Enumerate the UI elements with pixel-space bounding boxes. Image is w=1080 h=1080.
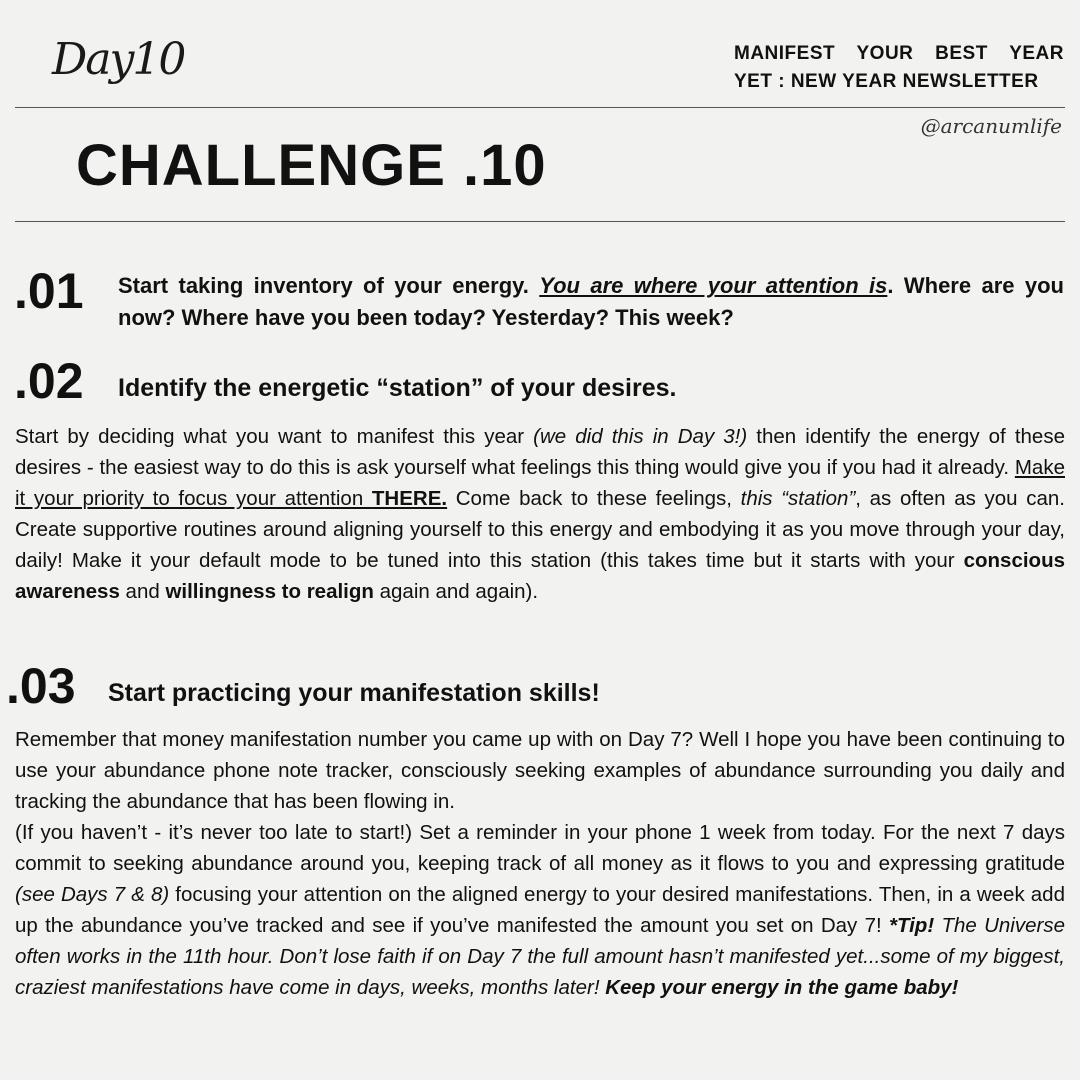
body03-tip-label: *Tip! <box>888 914 935 937</box>
body03-paragraph-2 <box>15 817 1065 1003</box>
item-body-02 <box>15 421 1065 607</box>
day-label: Day10 <box>52 34 185 85</box>
social-handle: @arcanumlife <box>920 114 1062 138</box>
challenge-title: CHALLENGE .10 <box>76 133 547 198</box>
item-number-03: .03 <box>6 658 76 714</box>
body02-underline: Make it your priority to focus your attention <box>15 456 1065 510</box>
title-divider <box>15 221 1065 222</box>
body02-text: then identify the energy of these desires - the easiest way to do this is ask yourself what feelings this thing would give you if you had it already. <box>15 425 1065 479</box>
newsletter-title-line1: MANIFEST YOUR BEST YEAR <box>734 43 1064 64</box>
item-heading-01-part-a: Start taking inventory of your energy. <box>118 273 540 298</box>
body03-bold-italic: Keep your energy in the game baby! <box>605 976 959 999</box>
body03-paragraph-1: Remember that money manifestation number you came up with on Day 7? Well I hope you have been continuing to use your abundance phone note tracker, consciously seeking examples of abundance surrounding you daily and tracking the abundance that has been flowing in. <box>15 728 1065 813</box>
item-body-03 <box>15 724 1065 1003</box>
body03-italic: The Universe often works in the 11th hour. Don’t lose faith if on Day 7 the full amount hasn’t manifested yet...some of my biggest, craziest manifestations have come in days, weeks, months later! <box>15 914 1065 999</box>
body03-text: focusing your attention on the aligned energy to your desired manifestations. Then, in a week add up the abundance you’ve tracked and see if you’ve manifested the amount you set on Day 7! <box>15 883 1065 937</box>
item-heading-01 <box>118 270 1064 334</box>
item-heading-02: Identify the energetic “station” of your desires. <box>118 374 677 402</box>
body03-text: (If you haven’t - it’s never too late to start!) Set a reminder in your phone 1 week from today. For the next 7 days commit to seeking abundance around you, keeping track of all money as it flows to you and expressing gratitude <box>15 821 1065 875</box>
body02-underline-bold: THERE. <box>371 487 448 510</box>
body02-text: , as often as you can. Create supportive routines around aligning yourself to this energy and embodying it as you move through your day, daily! Make it your default mode to be tuned into this station (this takes time but it starts with your <box>15 487 1065 572</box>
item-number-02: .02 <box>14 353 84 409</box>
header-divider <box>15 107 1065 108</box>
body03-italic: (see Days 7 & 8) <box>15 883 170 906</box>
newsletter-title <box>734 40 1064 96</box>
body02-text: Start by deciding what you want to manifest this year <box>15 425 534 448</box>
body02-bold: willingness to realign <box>165 580 374 603</box>
newsletter-title-line2: YET : NEW YEAR NEWSLETTER <box>734 71 1039 92</box>
item-heading-01-part-c: . Where are you now? Where have you been today? Yesterday? This week? <box>118 273 1064 330</box>
body02-bold: conscious awareness <box>15 549 1065 603</box>
body02-italic: this “station” <box>740 487 856 510</box>
item-number-01: .01 <box>14 263 84 319</box>
body02-text: Come back to these feelings, <box>447 487 741 510</box>
body02-text: and <box>119 580 166 603</box>
body02-italic: (we did this in Day 3!) <box>533 425 748 448</box>
item-heading-01-emphasis: You are where your attention is <box>539 273 888 298</box>
item-heading-03: Start practicing your manifestation skills! <box>108 679 600 707</box>
body02-text: again and again). <box>373 580 539 603</box>
